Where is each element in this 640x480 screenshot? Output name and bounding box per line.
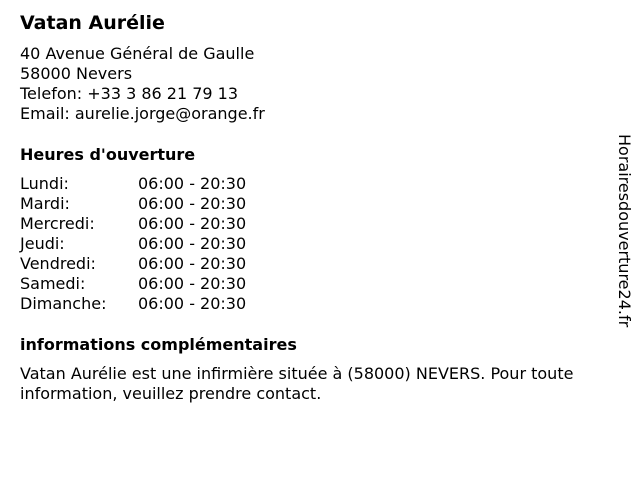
hours-row (20, 274, 280, 294)
address-line1: 40 Avenue Général de Gaulle (20, 44, 255, 63)
hours-row (20, 234, 280, 254)
hours-row (20, 254, 280, 274)
info-heading: informations complémentaires (20, 335, 297, 354)
hours-time: 06:00 - 20:30 (138, 294, 247, 313)
business-name: Vatan Aurélie (20, 12, 165, 34)
hours-day: Lundi: (20, 174, 69, 193)
hours-day: Jeudi: (20, 234, 65, 253)
hours-day: Mercredi: (20, 214, 95, 233)
info-text: Vatan Aurélie est une infirmière située à (58000) NEVERS. Pour toute information, veuillez prendre contact. (20, 364, 574, 403)
site-watermark: Horairesdouverture24.fr (615, 134, 634, 328)
hours-time: 06:00 - 20:30 (138, 254, 247, 273)
hours-row (20, 294, 280, 314)
hours-row (20, 214, 280, 234)
hours-time: 06:00 - 20:30 (138, 274, 247, 293)
hours-table (20, 174, 280, 314)
hours-time: 06:00 - 20:30 (138, 174, 247, 193)
address-line2: 58000 Nevers (20, 64, 133, 83)
hours-time: 06:00 - 20:30 (138, 194, 247, 213)
hours-row (20, 194, 280, 214)
hours-heading: Heures d'ouverture (20, 145, 196, 164)
contact-block (20, 44, 265, 124)
hours-day: Samedi: (20, 274, 86, 293)
email: Email: aurelie.jorge@orange.fr (20, 104, 265, 123)
hours-time: 06:00 - 20:30 (138, 234, 247, 253)
hours-day: Mardi: (20, 194, 70, 213)
hours-day: Vendredi: (20, 254, 96, 273)
hours-row (20, 174, 280, 194)
hours-time: 06:00 - 20:30 (138, 214, 247, 233)
hours-day: Dimanche: (20, 294, 107, 313)
phone: Telefon: +33 3 86 21 79 13 (20, 84, 239, 103)
